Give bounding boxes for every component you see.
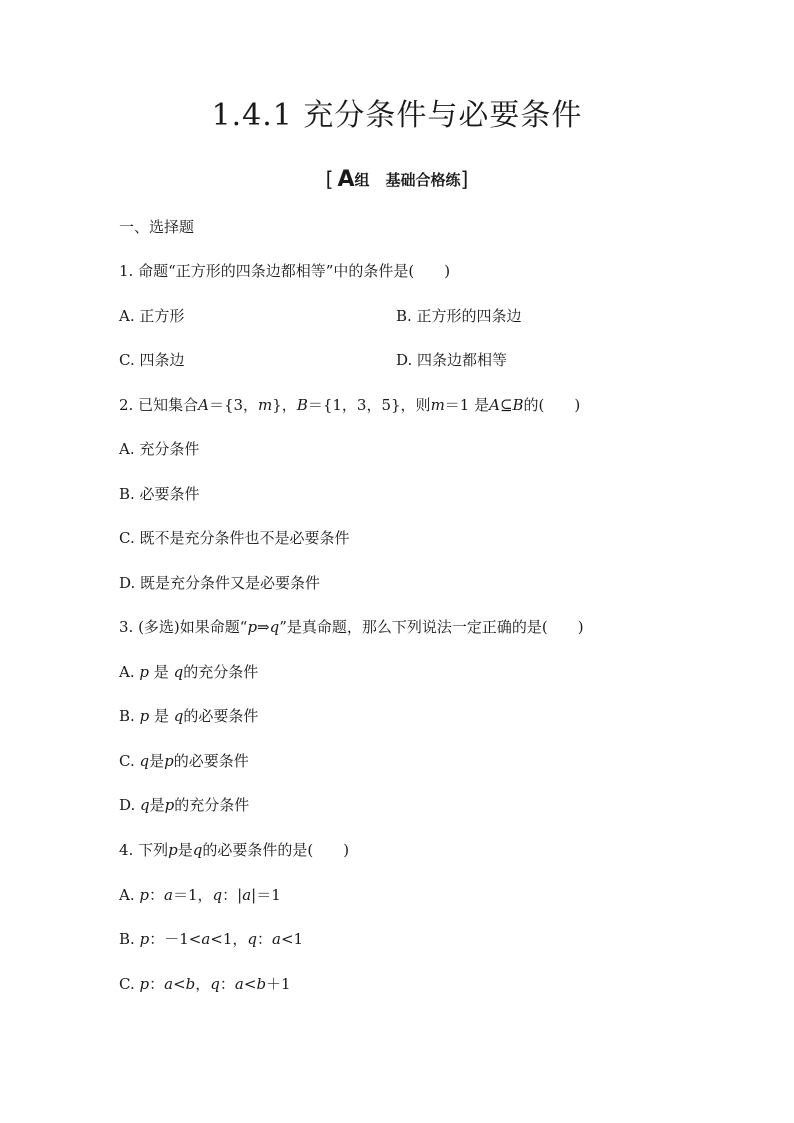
section-heading: 一、选择题 [119,218,195,236]
q4-c-pvar: a [164,975,174,993]
q4-option-a [119,884,281,906]
q2-var-a: A [198,396,209,414]
group-suffix: 组 [354,171,370,189]
q3-c-rest: 的必要条件 [173,752,249,770]
q4-c-qvar: a [234,975,244,993]
q4-v2: q [192,841,203,859]
q4-c-pop: < [173,975,186,993]
q4-c-qc: ： [219,975,235,993]
q2-eq3: ＝1 是 [444,396,490,414]
q4-close-paren: ) [343,841,350,859]
page-title: 1.4.1 充分条件与必要条件 [211,98,583,133]
q3-option-c [119,750,249,772]
q3-close-paren: ) [577,618,584,636]
q4-c-qop: < [243,975,257,993]
q4-b-pvar: a [201,930,211,948]
q3-d-mid: 是 [149,796,165,814]
q3-proposition: p⇒q [247,618,280,636]
q4-a-qrest: |＝1 [251,886,281,904]
q3-post: ”是真命题，那么下列说法一定正确的是( [279,618,548,636]
q4-mid: 是 [177,841,193,859]
q4-b-p: p [139,930,150,948]
q3-a-mid: 是 [153,663,169,681]
q2-num: 2. 已知集合 [119,396,199,414]
q1-stem-text: 1. 命题“正方形的四条边都相等”中的条件是( [119,262,415,280]
q2-var-b: B [296,396,308,414]
q3-b-rest: 的必要条件 [183,707,259,725]
q1-option-d: D. 四条边都相等 [396,351,508,369]
q4-c-pc: ： [149,975,165,993]
q3-a-label: A. [119,663,135,681]
q1-close-paren: ) [444,262,451,280]
q1-option-c: C. 四条边 [119,351,185,369]
group-letter: A [337,167,355,192]
q2-option-c: C. 既不是充分条件也不是必要条件 [119,529,350,547]
q3-option-d [119,794,249,816]
q3-pre: 3. (多选)如果命题“ [119,618,248,636]
q4-b-qrest: <1 [280,930,304,948]
q4-a-label: A. [119,886,135,904]
q3-stem [119,616,584,638]
q1-option-b: B. 正方形的四条边 [396,307,522,325]
q4-b-prest: <1， [210,930,248,948]
q3-d-v1: q [140,796,150,814]
q3-d-label: D. [119,796,136,814]
q4-b-label: B. [119,930,135,948]
q2-option-d: D. 既是充分条件又是必要条件 [119,574,321,592]
q4-a-qpre: | [237,886,243,904]
q2-close-paren: ) [574,396,581,414]
q4-b-qvar: a [272,930,281,948]
q3-b-v2: q [173,707,184,725]
q3-a-v1: p [139,663,149,681]
q4-b-q: q [247,930,258,948]
q3-c-v1: q [139,752,150,770]
q2-option-b: B. 必要条件 [119,485,200,503]
q2-relation: A⊆B [489,396,524,414]
q2-mid: }， [272,396,297,414]
q3-option-a [119,661,258,683]
q4-a-qvar: a [242,886,252,904]
q2-eq1: ＝{3， [208,396,259,414]
group-name: 基础合格练 [385,171,461,189]
q4-option-b [119,928,303,950]
q3-d-v2: p [164,796,175,814]
q3-c-v2: p [164,752,174,770]
q4-a-q: q [212,886,223,904]
q4-stem [119,839,349,861]
q4-b-pc: ： [149,930,165,948]
q4-c-qrest: ＋1 [266,975,291,993]
group-header [0,167,794,192]
bracket-right: ] [460,167,469,191]
q3-c-mid: 是 [149,752,165,770]
q3-b-v1: p [139,707,150,725]
q3-option-b [119,705,258,727]
q4-c-q: q [210,975,220,993]
q4-post: 的必要条件的是( [202,841,314,859]
q4-c-prest: ， [195,975,211,993]
q3-c-label: C. [119,752,135,770]
q1-options-row1 [119,305,522,327]
q4-option-c [119,973,291,995]
q4-a-prest: ＝1， [172,886,213,904]
q4-pre: 4. 下列 [119,841,169,859]
q3-a-v2: q [173,663,184,681]
q2-var-m1: m [258,396,273,414]
q3-b-mid: 是 [153,707,169,725]
q1-option-a: A. 正方形 [119,307,185,325]
q4-v1: p [168,841,178,859]
q4-a-qc: ： [222,886,238,904]
q2-var-m2: m [430,396,445,414]
q4-c-qvar2: b [256,975,267,993]
q3-a-rest: 的充分条件 [183,663,259,681]
q1-stem [119,260,450,282]
q1-options-row2 [119,349,508,371]
q4-a-p: p [139,886,149,904]
q2-stem [119,394,580,416]
q4-b-ppre: －1< [164,930,202,948]
q4-c-label: C. [119,975,135,993]
q2-end: 的( [523,396,545,414]
q3-d-rest: 的充分条件 [174,796,250,814]
q4-a-pc: ： [149,886,165,904]
q4-c-pvar2: b [185,975,196,993]
q3-b-label: B. [119,707,135,725]
q4-c-p: p [139,975,150,993]
q4-a-pvar: a [164,886,173,904]
q4-b-qc: ： [257,930,273,948]
q2-option-a: A. 充分条件 [119,440,200,458]
q2-eq2: ＝{1，3，5}，则 [307,396,431,414]
bracket-left: [ [325,167,334,191]
